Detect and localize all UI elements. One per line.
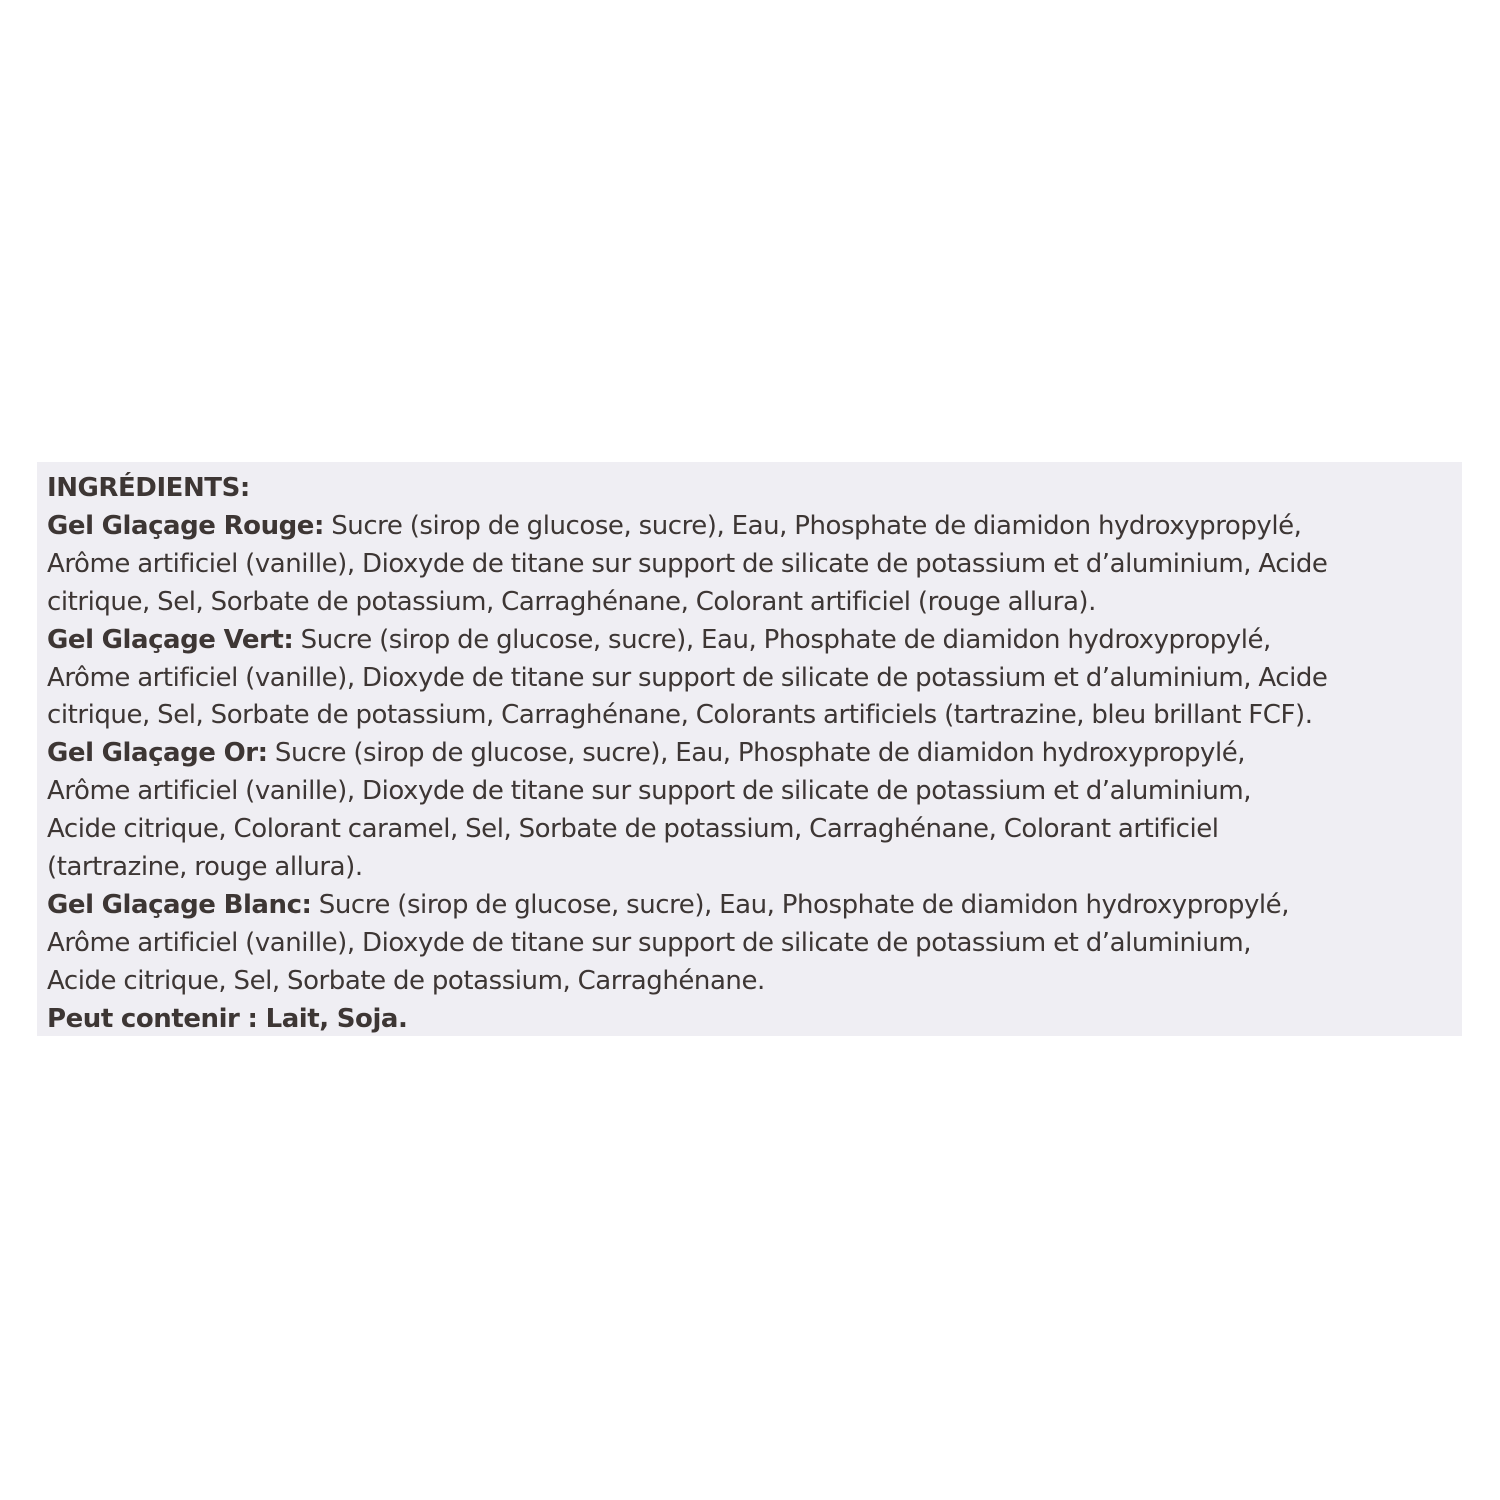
ingredient-line <box>47 773 1452 811</box>
ingredient-text: Arôme artificiel (vanille), Dioxyde de titane sur support de silicate de potassium et d’aluminium, Acide <box>47 548 1328 579</box>
ingredient-text: citrique, Sel, Sorbate de potassium, Carraghénane, Colorant artificiel (rouge allura). <box>47 586 1096 617</box>
ingredient-line <box>47 735 1452 773</box>
ingredients-label-panel <box>37 462 1462 1036</box>
ingredient-text: Acide citrique, Colorant caramel, Sel, Sorbate de potassium, Carraghénane, Colorant artificiel <box>47 814 1219 845</box>
ingredient-line <box>47 622 1452 660</box>
ingredient-text: Arôme artificiel (vanille), Dioxyde de titane sur support de silicate de potassium et d’aluminium, Acide <box>47 662 1328 693</box>
ingredient-text: Sucre (sirop de glucose, sucre), Eau, Phosphate de diamidon hydroxypropylé, <box>267 738 1246 769</box>
ingredient-line <box>47 660 1452 698</box>
ingredient-line <box>47 849 1452 887</box>
ingredient-line <box>47 584 1452 622</box>
ingredients-heading-line <box>47 470 1452 508</box>
ingredient-section-title-vert: Gel Glaçage Vert: <box>47 624 294 655</box>
ingredient-text: (tartrazine, rouge allura). <box>47 852 363 883</box>
ingredient-line <box>47 697 1452 735</box>
ingredient-text: Arôme artificiel (vanille), Dioxyde de titane sur support de silicate de potassium et d’aluminium, <box>47 776 1252 807</box>
ingredient-section-title-or: Gel Glaçage Or: <box>47 738 268 769</box>
ingredient-line <box>47 963 1452 1001</box>
ingredient-line <box>47 887 1452 925</box>
ingredient-text: Sucre (sirop de glucose, sucre), Eau, Phosphate de diamidon hydroxypropylé, <box>323 510 1302 541</box>
ingredient-line <box>47 925 1452 963</box>
allergen-statement: Peut contenir : Lait, Soja. <box>47 1003 408 1034</box>
ingredient-text: citrique, Sel, Sorbate de potassium, Carraghénane, Colorants artificiels (tartrazine, bleu brillant FCF). <box>47 700 1313 731</box>
ingredient-section-title-rouge: Gel Glaçage Rouge: <box>47 510 324 541</box>
ingredient-section-title-blanc: Gel Glaçage Blanc: <box>47 889 312 920</box>
ingredient-text: Sucre (sirop de glucose, sucre), Eau, Phosphate de diamidon hydroxypropylé, <box>293 624 1271 655</box>
ingredients-text-block <box>47 470 1452 1039</box>
ingredient-line <box>47 811 1452 849</box>
ingredient-text: Sucre (sirop de glucose, sucre), Eau, Phosphate de diamidon hydroxypropylé, <box>311 889 1290 920</box>
ingredient-text: Arôme artificiel (vanille), Dioxyde de titane sur support de silicate de potassium et d’aluminium, <box>47 927 1252 958</box>
ingredient-line <box>47 508 1452 546</box>
ingredient-line <box>47 546 1452 584</box>
ingredient-text: Acide citrique, Sel, Sorbate de potassium, Carraghénane. <box>47 965 765 996</box>
allergen-line <box>47 1001 1452 1039</box>
ingredients-heading: INGRÉDIENTS: <box>47 473 250 503</box>
